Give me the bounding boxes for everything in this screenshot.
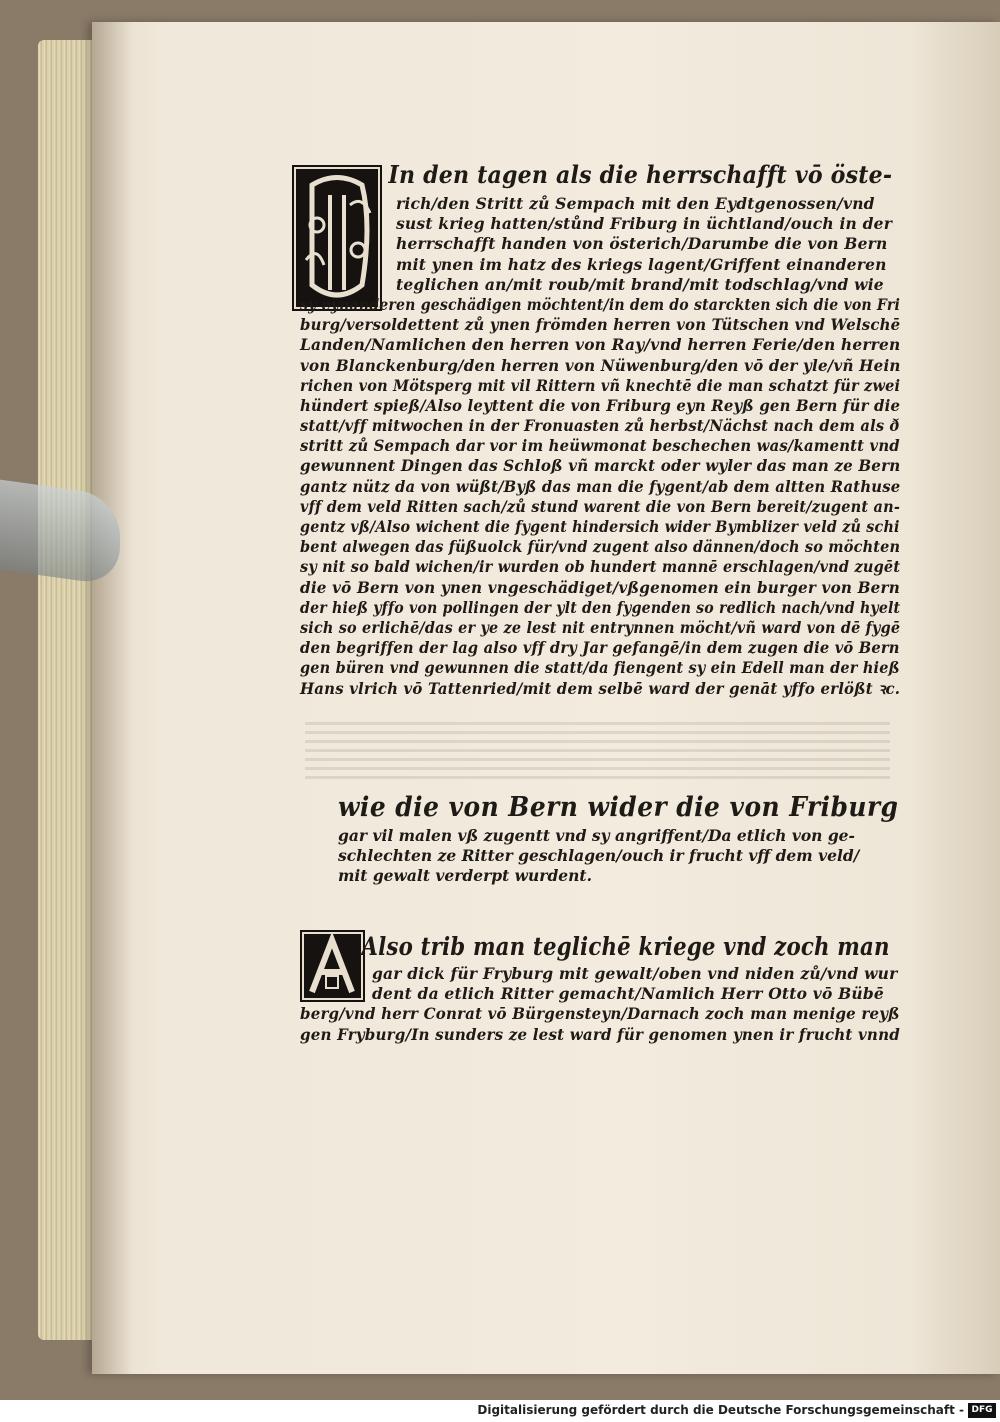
text-line: gen büren vnd gewunnen die statt/da fiengent sy ein Edell man der hieß [300, 658, 900, 678]
text-line: den begriffen der lag also vff dry Jar gefangē/in dem zugen die vō Bern [300, 638, 900, 658]
text-line: sich so erlichē/das er ye ze lest nit entrynnen möcht/vñ ward von dē fygē [300, 617, 901, 637]
heading-line: gar vil malen vß zugentt vnd sy angriffent/Da etlich von ge- [338, 826, 855, 845]
text-line: bent alwegen das füßuolck für/vnd zugent also dännen/doch so möchten [300, 537, 901, 557]
text-line: dent da etlich Ritter gemacht/Namlich Herr Otto vō Bübē [372, 984, 884, 1004]
show-through-band [305, 722, 890, 782]
text-line: herrschafft handen von österich/Darumbe die von Bern [396, 234, 888, 254]
text-line: richen von Mötsperg mit vil Rittern vñ knechtē die man schatzt für zwei [300, 375, 901, 395]
heading-line: schlechten ze Ritter geschlagen/ouch ir frucht vff dem veld/ [338, 846, 860, 866]
text-line: sust krieg hatten/stůnd Friburg in üchtland/ouch in der [396, 214, 893, 234]
text-line: Also trib man teglichē kriege vnd zoch man [361, 932, 890, 961]
text-line: rich/den Stritt zů Sempach mit den Eydtgenossen/vnd [396, 194, 875, 213]
heading-line: mit gewalt verderpt wurdent. [338, 866, 592, 886]
digitization-footer [0, 1400, 1000, 1422]
text-line: gar dick für Fryburg mit gewalt/oben vnd niden zů/vnd wur [372, 964, 898, 983]
text-line: von Blanckenburg/den herren von Nüwenburg/den vō der yle/vñ Hein [300, 355, 901, 375]
text-line: stritt zů Sempach dar vor im heüwmonat beschechen was/kamentt vnd [300, 436, 900, 456]
gutter-shadow [92, 22, 132, 1374]
dfg-logo: DFG [968, 1403, 996, 1418]
text-line: die vō Bern von ynen vngeschädiget/vßgenomen ein burger von Bern [300, 577, 900, 597]
text-line: gen Fryburg/In sunders ze lest ward für genomen ynen ir frucht vnnd [300, 1024, 900, 1044]
text-line: gentz vß/Also wichent die fygent hindersich wider Bymblizer veld zů schi [300, 517, 900, 536]
section-title: wie die von Bern wider die von Friburg [338, 792, 899, 823]
text-line: Hans vlrich vō Tattenried/mit dem selbē ward der genāt yffo erlößt ꝛc. [300, 678, 901, 698]
text-line: burg/versoldettent zů ynen frömden herren von Tütschen vnd Welschē [300, 315, 901, 335]
text-line: hündert spieß/Also leyttent die von Friburg eyn Reyß gen Bern für die [300, 395, 901, 415]
text-line: der hieß yffo von pollingen der ylt den fygenden so redlich nach/vnd hyelt [300, 597, 901, 617]
text-line: vff dem veld Ritten sach/zů stund warent die von Bern bereit/zugent an- [300, 496, 901, 516]
text-line: berg/vnd herr Conrat vō Bürgensteyn/Darnach zoch man menige reyß [300, 1004, 900, 1024]
text-line: teglichen an/mit roub/mit brand/mit todschlag/vnd wie [396, 274, 884, 294]
text-line: statt/vff mitwochen in der Fronuasten zů herbst/Nächst nach dem als ð [300, 416, 900, 436]
text-line: sy nit so bald wichen/ir wurden ob hundert mannē erschlagen/vnd zugēt [300, 557, 901, 577]
paragraph-1 [300, 158, 900, 699]
text-line: In den tagen als die herrschafft vō öste- [388, 160, 893, 189]
text-line: gantz nütz da von wüßt/Byß das man die fygent/ab dem altten Rathuse [300, 476, 901, 496]
paragraph-2 [300, 930, 900, 1045]
text-line: gewunnent Dingen das Schloß vñ marckt oder wyler das man ze Bern [300, 456, 901, 476]
funding-credit: Digitalisierung gefördert durch die Deutsche Forschungsgemeinschaft - [477, 1403, 964, 1417]
text-line: mit ynen im hatz des kriegs lagent/Griffent einanderen [396, 254, 887, 274]
text-line: sy eynanderen geschädigen möchtent/in dem do starckten sich die von Fri [300, 294, 901, 314]
section-heading [338, 790, 898, 887]
text-line: Landen/Namlichen den herren von Ray/vnd herren Ferie/den herren [300, 335, 901, 355]
